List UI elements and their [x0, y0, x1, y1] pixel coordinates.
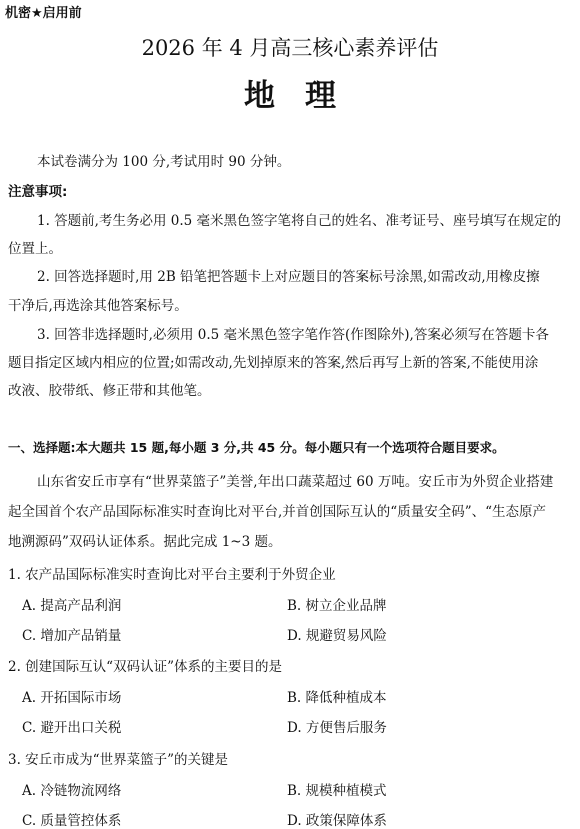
notice-item-3-line-3: 改液、胶带纸、修正带和其他笔。	[8, 383, 211, 399]
notice-item-1-line-1: 1. 答题前,考生务必用 0.5 毫米黑色签字笔将自己的姓名、准考证号、座号填写在规定的	[37, 213, 562, 229]
passage-line-3: 地溯源码”双码认证体系。据此完成 1~3 题。	[8, 534, 282, 550]
question-1-option-c: C. 增加产品销量	[22, 628, 122, 644]
question-3-stem: 3. 安丘市成为“世界菜篮子”的关键是	[8, 752, 228, 768]
exam-intro: 本试卷满分为 100 分,考试用时 90 分钟。	[37, 154, 291, 170]
passage-line-1: 山东省安丘市享有“世界菜篮子”美誉,年出口蔬菜超过 60 万吨。安丘市为外贸企业搭建	[37, 474, 554, 490]
notice-item-2-line-1: 2. 回答选择题时,用 2B 铅笔把答题卡上对应题目的答案标号涂黑,如需改动,用橡皮擦	[37, 269, 540, 285]
notice-item-3-line-1: 3. 回答非选择题时,必须用 0.5 毫米黑色签字笔作答(作图除外),答案必须写在答题卡各	[37, 327, 549, 343]
question-3-option-a: A. 冷链物流网络	[22, 783, 122, 799]
notice-heading: 注意事项:	[8, 184, 68, 200]
question-1-option-d: D. 规避贸易风险	[287, 628, 387, 644]
question-3-option-c: C. 质量管控体系	[22, 813, 122, 829]
question-1-option-a: A. 提高产品利润	[22, 598, 122, 614]
notice-item-1-line-2: 位置上。	[8, 241, 62, 257]
passage-line-2: 起全国首个农产品国际标准实时查询比对平台,并首创国际互认的“质量安全码”、“生态原产	[8, 504, 546, 520]
question-2-option-d: D. 方便售后服务	[287, 720, 387, 736]
question-2-option-c: C. 避开出口关税	[22, 720, 122, 736]
exam-title: 2026 年 4 月高三核心素养评估	[141, 36, 439, 60]
subject-title: 地理	[244, 78, 366, 114]
question-2-option-b: B. 降低种植成本	[287, 690, 387, 706]
confidential-mark: 机密★启用前	[5, 6, 82, 21]
question-1-stem: 1. 农产品国际标准实时查询比对平台主要利于外贸企业	[8, 567, 336, 583]
question-3-option-b: B. 规模种植模式	[287, 783, 387, 799]
notice-item-2-line-2: 干净后,再选涂其他答案标号。	[8, 298, 188, 314]
notice-item-3-line-2: 题目指定区域内相应的位置;如需改动,先划掉原来的答案,然后再写上新的答案,不能使用涂	[8, 355, 539, 371]
question-2-option-a: A. 开拓国际市场	[22, 690, 122, 706]
question-1-option-b: B. 树立企业品牌	[287, 598, 387, 614]
question-3-option-d: D. 政策保障体系	[287, 813, 387, 829]
section-heading: 一、选择题:本大题共 15 题,每小题 3 分,共 45 分。每小题只有一个选项符合题目要求。	[8, 440, 505, 455]
question-2-stem: 2. 创建国际互认“双码认证”体系的主要目的是	[8, 659, 282, 675]
